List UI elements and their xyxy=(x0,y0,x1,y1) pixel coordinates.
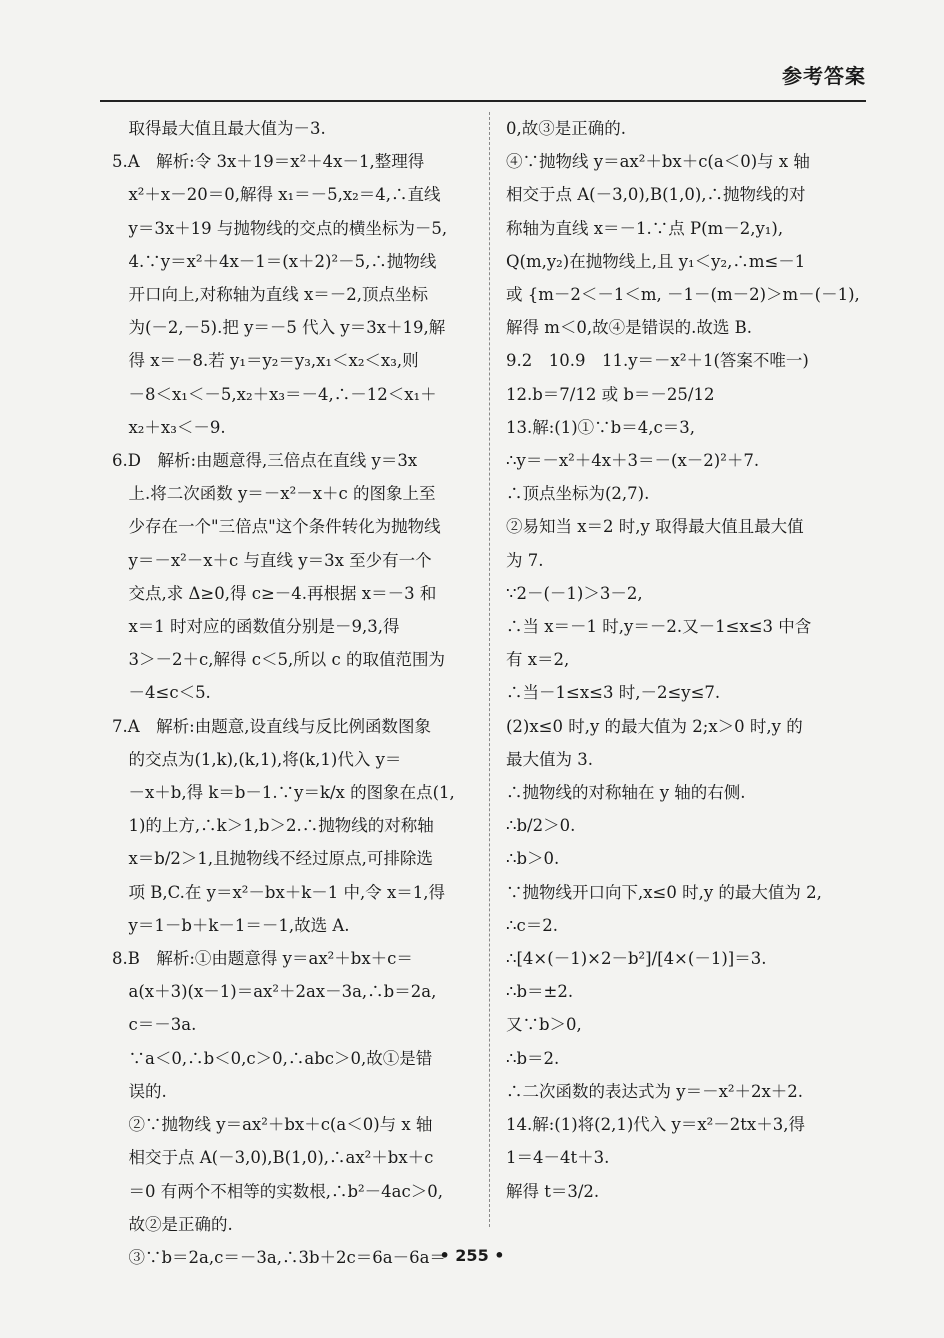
text-line: ∴b/2＞0. xyxy=(506,816,576,836)
text-line: 故②是正确的. xyxy=(112,1214,233,1234)
text-line: 得 x＝－8.若 y₁＝y₂＝y₃,x₁＜x₂＜x₃,则 xyxy=(112,351,419,371)
text-line: (2)x≤0 时,y 的最大值为 2;x＞0 时,y 的 xyxy=(506,716,803,736)
column-divider xyxy=(489,112,490,1227)
text-line: ②易知当 x＝2 时,y 取得最大值且最大值 xyxy=(506,517,804,537)
text-line: 或 {m－2＜－1＜m, －1－(m－2)＞m－(－1), xyxy=(506,285,860,305)
text-line: ③∵b＝2a,c＝－3a,∴3b＋2c＝6a－6a＝ xyxy=(112,1247,446,1267)
text-line: ∴b＝±2. xyxy=(506,982,574,1002)
text-line: ∴当－1≤x≤3 时,－2≤y≤7. xyxy=(506,683,721,703)
text-line: ∴y＝－x²＋4x＋3＝－(x－2)²＋7. xyxy=(506,451,760,471)
text-line: 解得 m＜0,故④是错误的.故选 B. xyxy=(506,318,752,338)
text-line: 相交于点 A(－3,0),B(1,0),∴ax²＋bx＋c xyxy=(112,1148,434,1168)
page-number: • 255 • xyxy=(439,1246,505,1265)
text-line: 12.b＝7/12 或 b＝－25/12 xyxy=(506,384,715,404)
text-line: 8.B 解析:①由题意得 y＝ax²＋bx＋c＝ xyxy=(112,949,413,969)
text-line: ∵a＜0,∴b＜0,c＞0,∴abc＞0,故①是错 xyxy=(112,1048,433,1068)
text-line: x＝1 时对应的函数值分别是－9,3,得 xyxy=(112,617,400,637)
text-line: ∴当 x＝－1 时,y＝－2.又－1≤x≤3 中含 xyxy=(506,617,812,637)
text-line: y＝－x²－x＋c 与直线 y＝3x 至少有一个 xyxy=(112,550,432,570)
text-line: y＝3x＋19 与抛物线的交点的横坐标为－5, xyxy=(112,218,448,238)
text-line: 7.A 解析:由题意,设直线与反比例函数图象 xyxy=(112,716,431,736)
text-line: 称轴为直线 x＝－1.∵点 P(m－2,y₁), xyxy=(506,218,784,238)
text-line: ②∵抛物线 y＝ax²＋bx＋c(a＜0)与 x 轴 xyxy=(112,1115,433,1135)
text-line: 4.∵y＝x²＋4x－1＝(x＋2)²－5,∴抛物线 xyxy=(112,251,437,271)
left-column xyxy=(112,112,474,1274)
text-line: 有 x＝2, xyxy=(506,650,570,670)
text-line: a(x＋3)(x－1)＝ax²＋2ax－3a,∴b＝2a, xyxy=(112,982,437,1002)
text-line: 误的. xyxy=(112,1081,167,1101)
text-line: x＝b/2＞1,且抛物线不经过原点,可排除选 xyxy=(112,849,433,869)
text-line: ∵2－(－1)＞3－2, xyxy=(506,583,643,603)
text-line: 交点,求 Δ≥0,得 c≥－4.再根据 x＝－3 和 xyxy=(112,583,437,603)
header-title: 参考答案 xyxy=(782,64,866,88)
text-line: 5.A 解析:令 3x＋19＝x²＋4x－1,整理得 xyxy=(112,152,425,172)
text-line: y＝1－b＋k－1＝－1,故选 A. xyxy=(112,915,350,935)
text-line: ∴顶点坐标为(2,7). xyxy=(506,484,650,504)
text-line: ④∵抛物线 y＝ax²＋bx＋c(a＜0)与 x 轴 xyxy=(506,152,810,172)
text-line: Q(m,y₂)在抛物线上,且 y₁＜y₂,∴m≤－1 xyxy=(506,251,806,271)
text-line: 0,故③是正确的. xyxy=(506,119,626,138)
text-line: ∴抛物线的对称轴在 y 轴的右侧. xyxy=(506,783,746,803)
text-line: －8＜x₁＜－5,x₂＋x₃＝－4,∴－12＜x₁＋ xyxy=(112,384,437,404)
text-line: 开口向上,对称轴为直线 x＝－2,顶点坐标 xyxy=(112,285,429,305)
text-line: 取得最大值且最大值为－3. xyxy=(112,119,326,138)
text-line: ∴b＞0. xyxy=(506,849,560,869)
text-line: 又∵b＞0, xyxy=(506,1015,582,1035)
text-line: 3＞－2＋c,解得 c＜5,所以 c 的取值范围为 xyxy=(112,650,445,670)
text-line: 解得 t＝3/2. xyxy=(506,1181,600,1201)
text-line: 的交点为(1,k),(k,1),将(k,1)代入 y＝ xyxy=(112,749,402,769)
text-line: 为 7. xyxy=(506,550,544,570)
text-line: ＝0 有两个不相等的实数根,∴b²－4ac＞0, xyxy=(112,1181,443,1201)
text-line: x²＋x－20＝0,解得 x₁＝－5,x₂＝4,∴直线 xyxy=(112,185,441,205)
text-line: ∴b＝2. xyxy=(506,1048,560,1068)
text-line: 相交于点 A(－3,0),B(1,0),∴抛物线的对 xyxy=(506,185,806,205)
text-line: c＝－3a. xyxy=(112,1015,197,1035)
text-line: 9.2 10.9 11.y＝－x²＋1(答案不唯一) xyxy=(506,351,809,371)
text-line: 项 B,C.在 y＝x²－bx＋k－1 中,令 x＝1,得 xyxy=(112,882,446,902)
text-line: x₂＋x₃＜－9. xyxy=(112,417,226,437)
header-rule xyxy=(100,100,866,102)
text-line: ∴c＝2. xyxy=(506,915,558,935)
text-line: 少存在一个"三倍点"这个条件转化为抛物线 xyxy=(112,517,441,537)
text-line: －x＋b,得 k＝b－1.∵y＝k/x 的图象在点(1, xyxy=(112,783,455,803)
text-line: ∵抛物线开口向下,x≤0 时,y 的最大值为 2, xyxy=(506,882,822,902)
text-line: －4≤c＜5. xyxy=(112,683,211,703)
text-line: 6.D 解析:由题意得,三倍点在直线 y＝3x xyxy=(112,451,418,471)
text-line: 上.将二次函数 y＝－x²－x＋c 的图象上至 xyxy=(112,484,436,504)
text-line: 最大值为 3. xyxy=(506,749,593,769)
text-line: 1＝4－4t＋3. xyxy=(506,1148,610,1168)
text-line: ∴二次函数的表达式为 y＝－x²＋2x＋2. xyxy=(506,1081,804,1101)
text-line: ∴[4×(－1)×2－b²]/[4×(－1)]＝3. xyxy=(506,949,767,969)
text-line: 13.解:(1)①∵b＝4,c＝3, xyxy=(506,417,695,437)
right-column xyxy=(506,112,870,1208)
text-line: 14.解:(1)将(2,1)代入 y＝x²－2tx＋3,得 xyxy=(506,1115,805,1135)
text-line: 1)的上方,∴k＞1,b＞2.∴抛物线的对称轴 xyxy=(112,816,434,836)
text-line: 为(－2,－5).把 y＝－5 代入 y＝3x＋19,解 xyxy=(112,318,446,338)
